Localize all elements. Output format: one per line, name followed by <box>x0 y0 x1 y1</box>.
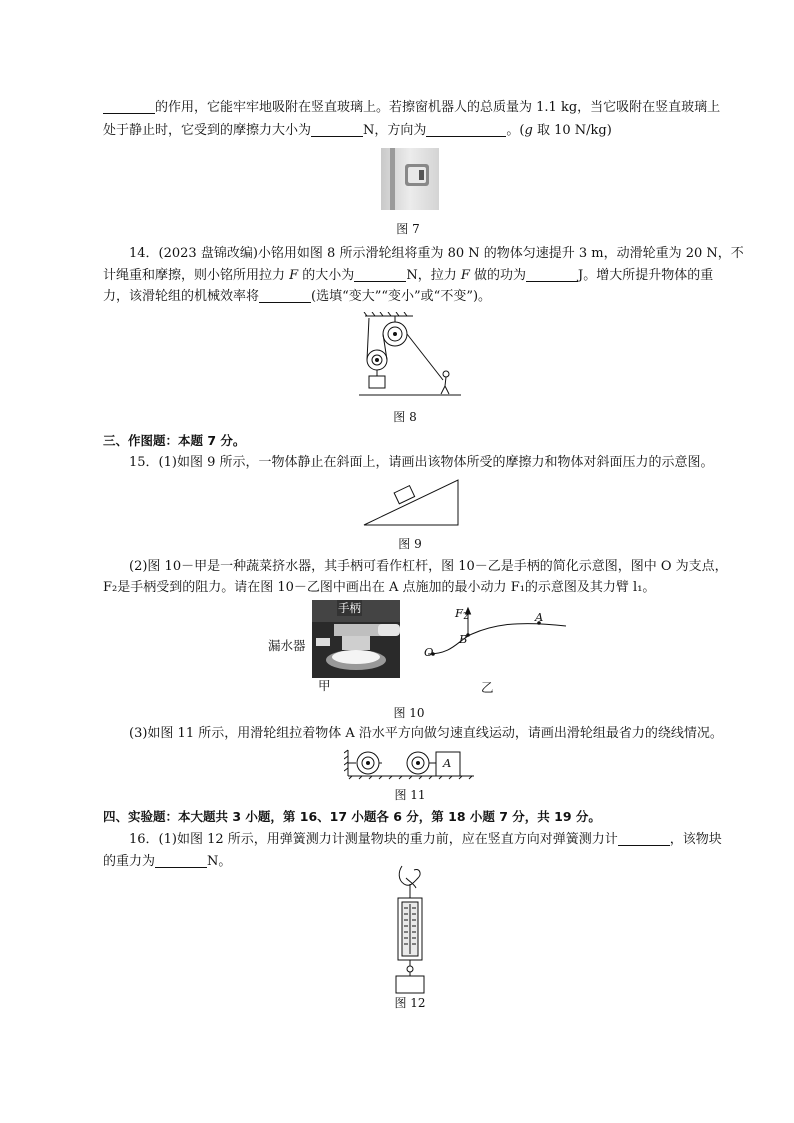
section-3-heading: 三、作图题：本题 7 分。 <box>103 433 246 448</box>
q16-line1: 16．(1)如图 12 所示，用弹簧测力计测量物块的重力前，应在竖直方向对弹簧测力计 ，该物块 <box>129 832 722 847</box>
figure-9-caption: 图 9 <box>398 537 422 551</box>
q16-line2: 的重力为 N。 <box>103 854 232 869</box>
figure-7-window-robot-photo <box>381 148 439 210</box>
figure-12-caption: 图 12 <box>394 996 426 1010</box>
section-4-heading: 四、实验题：本大题共 3 小题，第 16、17 小题各 6 分，第 18 小题 7 分，共 19 分。 <box>103 809 601 824</box>
figure-11-A-label: A <box>443 756 452 770</box>
answer-blank[interactable] <box>103 99 155 114</box>
figure-9-incline-diagram <box>360 476 462 528</box>
figure-8-caption: 图 8 <box>393 410 417 424</box>
q15-part1: 15．(1)如图 9 所示，一物体静止在斜面上，请画出该物体所受的摩擦力和物体对斜面压力的示意图。 <box>129 455 714 470</box>
q15-part2-line2: F₂是手柄受到的阻力。请在图 10－乙图中画出在 A 点施加的最小动力 F₁的示意图及其力臂 l₁。 <box>103 580 656 595</box>
figure-11-caption: 图 11 <box>394 788 426 802</box>
figure-10-caption: 图 10 <box>393 706 425 720</box>
q15-part2-line1: (2)图 10－甲是一种蔬菜挤水器，其手柄可看作杠杆，图 10－乙是手柄的简化示意图，图中 O 为支点， <box>129 559 728 574</box>
answer-blank[interactable] <box>618 831 670 846</box>
figure-10-label-drain: 漏水器 <box>268 638 306 653</box>
figure-8-pulley-diagram <box>355 312 465 402</box>
figure-10-F2-label: $F_2$ <box>455 606 469 622</box>
figure-12-spring-scale-diagram <box>384 864 436 994</box>
answer-blank[interactable] <box>155 853 207 868</box>
answer-blank[interactable] <box>354 267 406 282</box>
figure-10-O-label: O <box>424 645 434 659</box>
figure-10-label-jia: 甲 <box>318 678 331 693</box>
q13-line1: 的作用，它能牢牢地吸附在竖直玻璃上。若擦窗机器人的总质量为 1.1 kg，当它吸附在竖直玻璃上 <box>103 98 720 118</box>
q15-part3: (3)如图 11 所示，用滑轮组拉着物体 A 沿水平方向做匀速直线运动，请画出滑轮组最省力的绕线情况。 <box>129 726 723 741</box>
figure-10-label-handle: 手柄 <box>338 601 361 615</box>
figure-10-yi-lever-diagram <box>418 604 568 664</box>
figure-7-caption: 图 7 <box>396 222 420 236</box>
answer-blank[interactable] <box>259 288 311 303</box>
q13-line2: 处于静止时，它受到的摩擦力大小为 N，方向为 。(g 取 10 N/kg) <box>103 123 612 138</box>
figure-10-B-label: B <box>459 632 468 646</box>
figure-11-horizontal-pulley-diagram <box>344 748 476 780</box>
figure-10-A-label: A <box>535 610 544 624</box>
answer-blank[interactable] <box>526 267 578 282</box>
q14-line1: 14．(2023 盘锦改编)小铭用如图 8 所示滑轮组将重为 80 N 的物体匀速提升 3 m，动滑轮重为 20 N，不 <box>129 246 744 261</box>
answer-blank[interactable] <box>311 122 363 137</box>
figure-10-label-yi: 乙 <box>481 680 494 695</box>
q14-line3: 力，该滑轮组的机械效率将 (选填“变大”“变小”或“不变”)。 <box>103 289 492 304</box>
answer-blank[interactable] <box>426 122 506 137</box>
q14-line2: 计绳重和摩擦，则小铭所用拉力 F 的大小为 N，拉力 F 做的功为 J。增大所提升物体的重 <box>103 268 714 283</box>
